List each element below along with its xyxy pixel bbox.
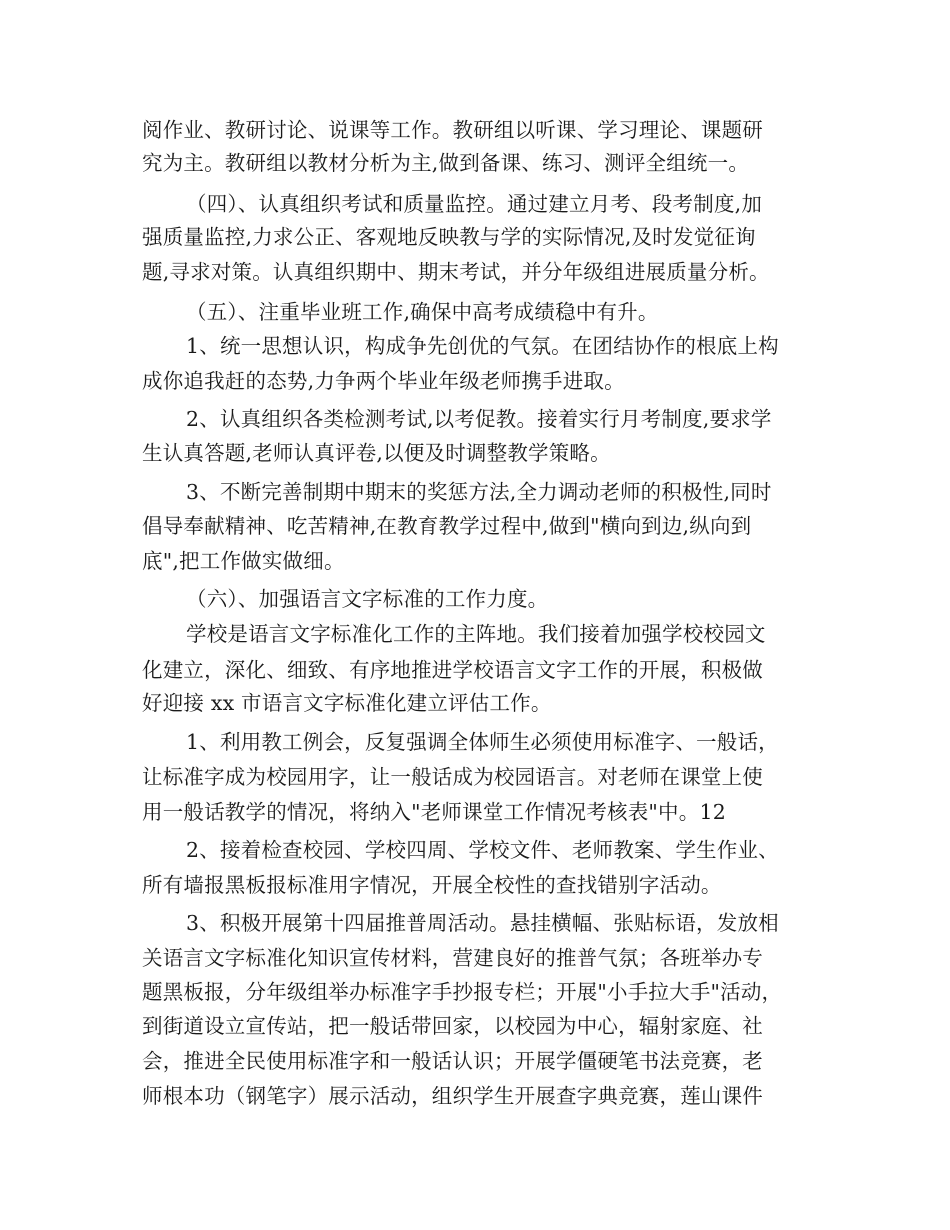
text-line: （六）、加强语言文字标准的工作力度。 [186,587,549,611]
text-line: 阅作业、教研讨论、说课等工作。教研组以听课、学习理论、课题研 [142,118,763,142]
text-line: 究为主。教研组以教材分析为主,做到备课、练习、测评全组统一。 [142,151,750,175]
text-line: 师根本功（钢笔字）展示活动，组织学生开展查字典竞赛，莲山课件 [142,1084,763,1108]
text-line: 题黑板报，分年级组举办标准字手抄报专栏；开展"小手拉大手"活动， [142,980,783,1004]
text-line: 让标准字成为校园用字，让一般话成为校园语言。对老师在课堂上使 [142,765,763,789]
text-line: 题,寻求对策。认真组织期中、期末考试，并分年级组进展质量分析。 [142,260,770,284]
text-line: 倡导奉献精神、吃苦精神,在教育教学过程中,做到"横向到边,纵向到 [142,514,752,538]
text-line: 化建立，深化、细致、有序地推进学校语言文字工作的开展，积极做 [142,658,763,682]
text-line: 底",把工作做实做细。 [142,549,345,573]
text-line: 3、不断完善制期中期末的奖惩方法,全力调动老师的积极性,同时 [186,480,772,504]
text-line: （四）、认真组织考试和质量监控。通过建立月考、段考制度,加 [186,192,763,216]
text-line: 会，推进全民使用标准字和一般话认识；开展学僵硬笔书法竞赛，老 [142,1049,763,1073]
text-line: 关语言文字标准化知识宣传材料，营建良好的推普气氛；各班举办专 [142,946,763,970]
text-line: 所有墙报黑板报标准用字情况，开展全校性的查找错别字活动。 [142,873,722,897]
text-line: 强质量监控,力求公正、客观地反映教与学的实际情况,及时发觉征询 [142,225,756,249]
text-line: 成你追我赶的态势,力争两个毕业年级老师携手进取。 [142,369,625,393]
text-line: 到街道设立宣传站，把一般话带回家，以校园为中心，辐射家庭、社 [142,1014,763,1038]
text-line: 生认真答题,老师认真评卷,以便及时调整教学策略。 [142,441,611,465]
text-line: 学校是语言文字标准化工作的主阵地。我们接着加强学校校园文 [186,622,766,646]
text-line: 好迎接 xx 市语言文字标准化建立评估工作。 [142,691,552,715]
text-line: 3、积极开展第十四届推普周活动。悬挂横幅、张贴标语，发放相 [186,911,779,935]
text-line: （五）、注重毕业班工作,确保中高考成绩稳中有升。 [186,300,659,324]
text-line: 1、利用教工例会，反复强调全体师生必须使用标准字、一般话， [186,730,779,754]
text-line: 用一般话教学的情况，将纳入"老师课堂工作情况考核表"中。12 [142,800,726,824]
text-line: 1、统一思想认识，构成争先创优的气氛。在团结协作的根底上构 [186,334,779,358]
text-line: 2、认真组织各类检测考试,以考促教。接着实行月考制度,要求学 [186,407,772,431]
text-line: 2、接着检查校园、学校四周、学校文件、老师教案、学生作业、 [186,838,779,862]
